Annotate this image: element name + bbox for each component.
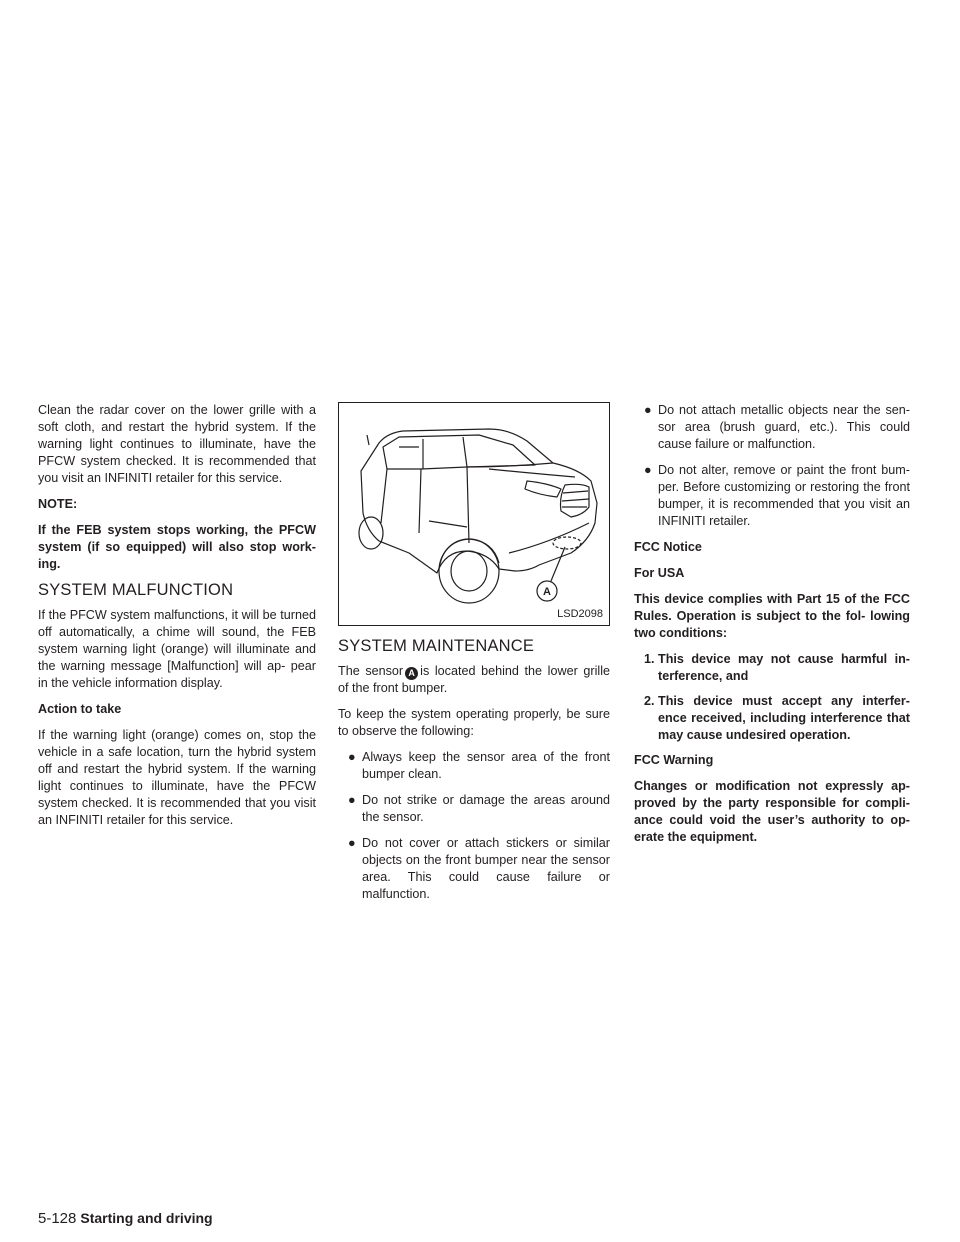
action-label: Action to take [38, 702, 122, 716]
figure-code: LSD2098 [557, 608, 603, 620]
heading-fcc-notice: FCC Notice [634, 540, 702, 554]
section-title: Starting and driving [80, 1210, 213, 1226]
sensor-text-post: is located behind the lower grille of the front bumper. [338, 664, 611, 695]
list-item: ● Do not alter, remove or paint the front bum- per. Before customizing or restoring the front bumper, it is recommended that you visit an INFINITI retailer. [644, 463, 910, 528]
paragraph-malfunction: If the PFCW system malfunctions, it will be turned off automatically, a chime will sound, the FEB system warning light (orange) will illuminate and the warning message [Malfunction] will ap- pear in the vehicle information display. [38, 608, 316, 690]
condition-item: 2. This device must accept any interfer- ence received, including interference that may cause undesired operation. [644, 694, 910, 742]
paragraph-sensor-location [338, 663, 610, 697]
paragraph-action: If the warning light (orange) comes on, stop the vehicle in a safe location, turn the hybrid system off and restart the hybrid system. If the warning light continues to illuminate, have the PFCW system checked. It is recommended that you visit an INFINITI retailer for this service. [38, 728, 316, 827]
column-right [634, 402, 910, 855]
sensor-text-pre: The sensor [338, 664, 404, 678]
callout-a-marker: A [405, 667, 418, 680]
condition-item: 1. This device may not cause harmful in- terference, and [644, 652, 910, 683]
column-middle [338, 402, 610, 912]
bullet-icon: ● [348, 750, 356, 764]
paragraph-observe: To keep the system operating properly, be sure to observe the following: [338, 707, 610, 738]
figure-callout-label: A [543, 586, 551, 598]
heading-system-maintenance: SYSTEM MAINTENANCE [338, 637, 535, 655]
bullet-icon: ● [348, 793, 356, 807]
heading-for-usa: For USA [634, 566, 685, 580]
bullet-icon: ● [348, 836, 356, 850]
bullet-icon: ● [644, 463, 652, 477]
list-item: ● Always keep the sensor area of the front bumper clean. [348, 750, 610, 781]
paragraph-clean-radar: Clean the radar cover on the lower grille with a soft cloth, and restart the hybrid system. If the warning light continues to illuminate, have the PFCW system checked. It is recommended that you visit an INFINITI retailer for this service. [38, 403, 316, 485]
paragraph-fcc-warning: Changes or modification not expressly ap- proved by the party responsible for compli- ance could void the user’s authority to op- erate the equipment. [634, 779, 910, 844]
bullet-icon: ● [644, 403, 652, 417]
heading-system-malfunction: SYSTEM MALFUNCTION [38, 581, 234, 599]
page-footer [38, 1210, 213, 1227]
vehicle-illustration [339, 403, 609, 625]
list-item: ● Do not cover or attach stickers or similar objects on the front bumper near the sensor area. This could cause failure or malfunction. [348, 836, 610, 901]
note-label: NOTE: [38, 497, 78, 511]
heading-fcc-warning: FCC Warning [634, 753, 714, 767]
column-left [38, 402, 316, 838]
vehicle-sensor-figure [338, 402, 610, 626]
page-number: 5-128 [38, 1210, 77, 1227]
note-text: If the FEB system stops working, the PFCW system (if so equipped) will also stop work- ing. [38, 523, 316, 571]
list-item: ● Do not strike or damage the areas around the sensor. [348, 793, 610, 824]
paragraph-fcc-compliance: This device complies with Part 15 of the FCC Rules. Operation is subject to the fol- lowing two conditions: [634, 592, 910, 640]
list-item: ● Do not attach metallic objects near the sen- sor area (brush guard, etc.). This could cause failure or malfunction. [644, 403, 910, 451]
